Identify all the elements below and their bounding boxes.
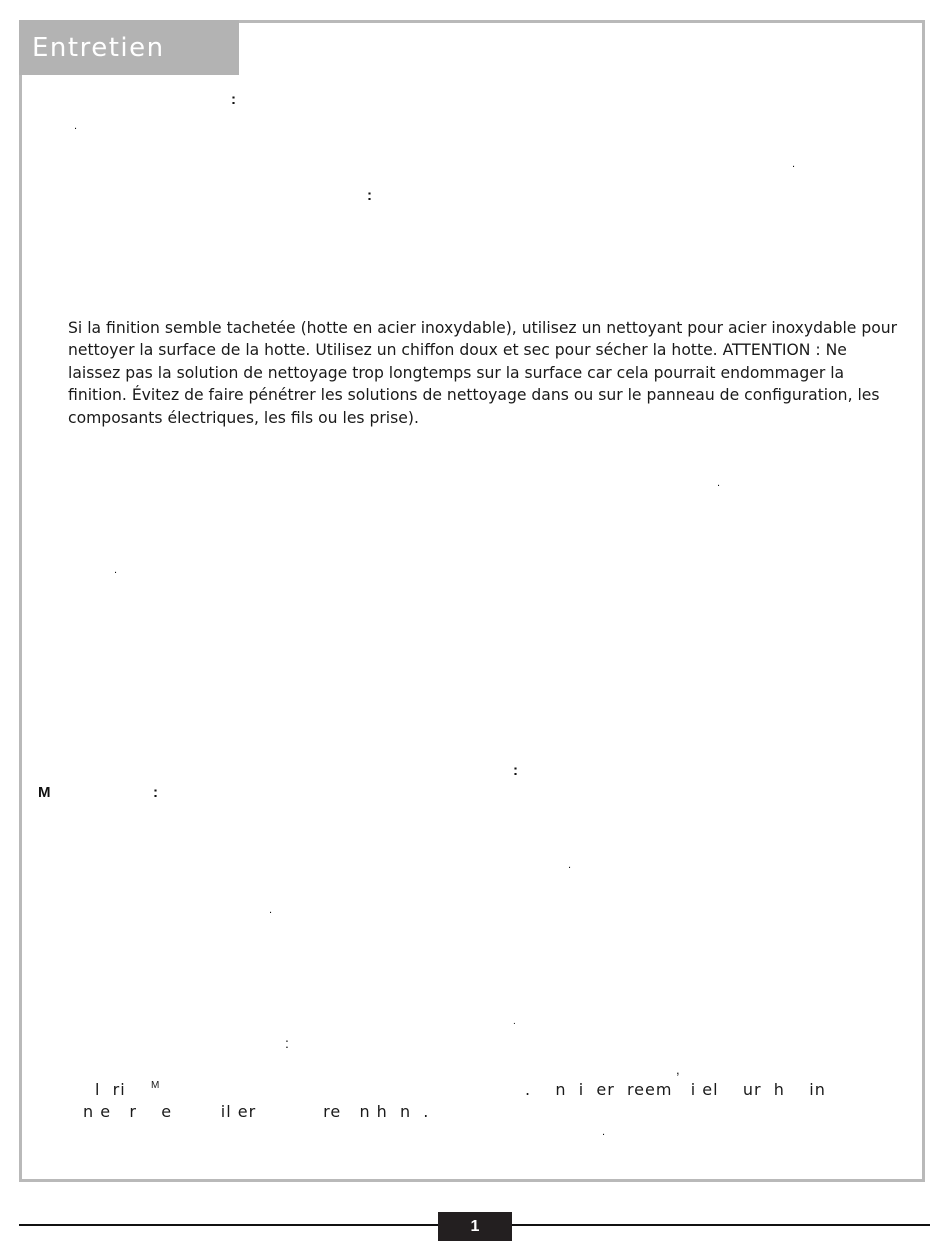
footer-rule-right [512, 1224, 930, 1226]
footer-rule-left [19, 1224, 438, 1226]
page-number: 1 [438, 1212, 512, 1241]
broken-line-second: n e r e il er re n h n . [83, 1102, 430, 1121]
fragment-colon: : [231, 91, 236, 108]
fragment-letter: M [38, 784, 51, 801]
broken-line-right: . n i er reem i el ur h in [525, 1080, 826, 1099]
fragment-colon: : [513, 762, 518, 779]
fragment-dot: . [602, 1126, 606, 1138]
fragment-colon: : [153, 784, 158, 801]
fragment-dot: . [74, 120, 78, 132]
fragment-comma: , [676, 1062, 680, 1077]
fragment-colon: : [367, 187, 372, 204]
fragment-colon: : [285, 1035, 289, 1051]
fragment-dot: . [114, 564, 118, 576]
fragment-dot: . [717, 477, 721, 489]
fragment-dot: . [513, 1016, 516, 1027]
cleaning-paragraph: Si la finition semble tachetée (hotte en acier inoxydable), utilisez un nettoyant pour acier inoxydable pour nettoyer la surface de la hotte. Utilisez un chiffon doux et sec pour sécher la hotte. ATTENTION : Ne laissez pas la solution de nettoyage trop longtemps sur la surface car cela pourrait endommager la finition. Évitez de faire pénétrer les solutions de nettoyage dans ou sur le panneau de configuration, les composants électriques, les fils ou les prise). [68, 319, 898, 427]
fragment-dot: . [568, 859, 572, 871]
section-title: Entretien [19, 20, 239, 75]
fragment-dot: . [269, 904, 273, 916]
broken-line-superscript: M [151, 1080, 160, 1091]
broken-line-left: l ri [95, 1080, 126, 1099]
fragment-dot: . [792, 158, 796, 170]
content-frame [19, 20, 925, 1182]
